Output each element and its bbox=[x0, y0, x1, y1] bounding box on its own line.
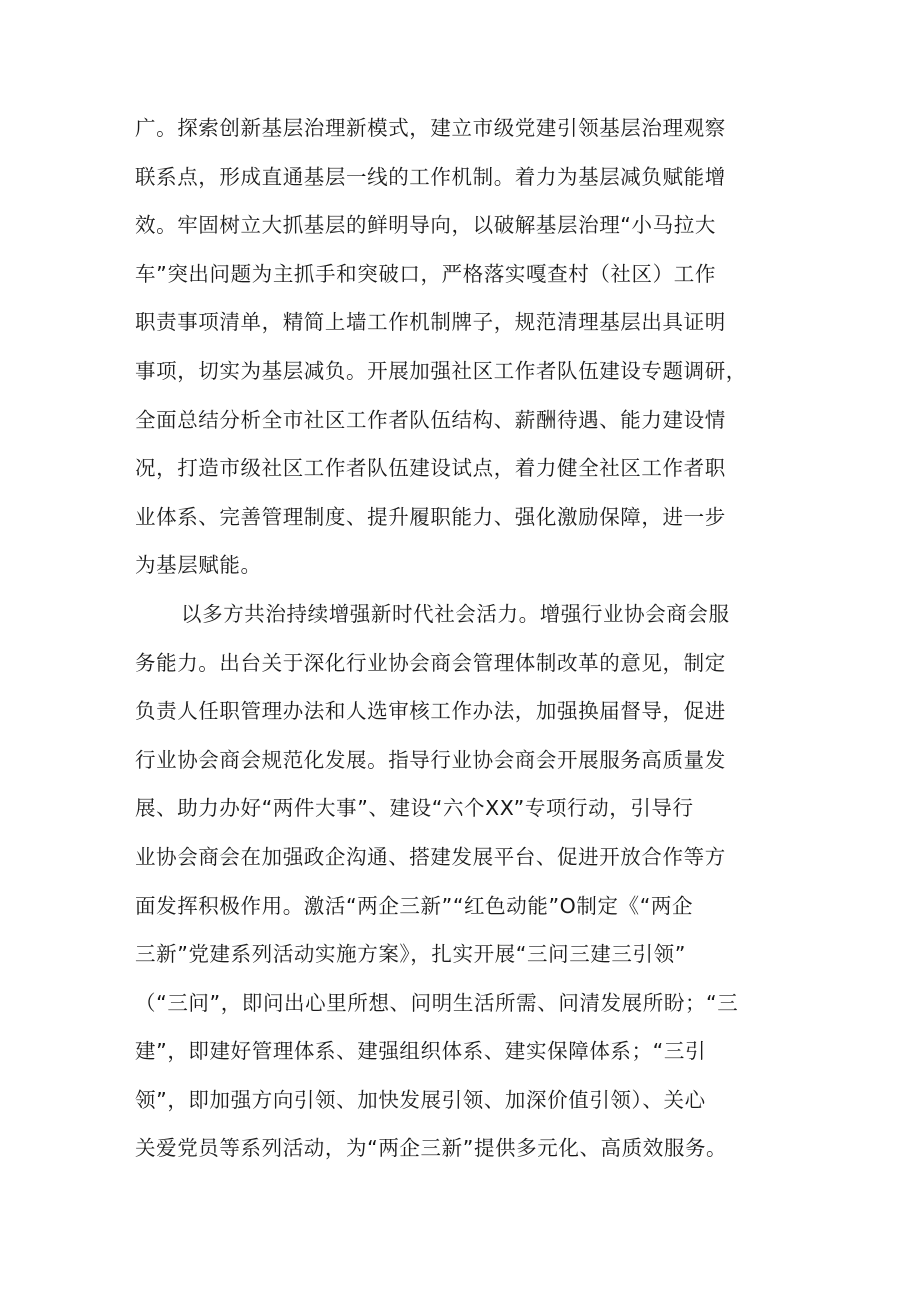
text-line: 业协会商会在加强政企沟通、搭建发展平台、促进开放合作等方 bbox=[135, 844, 726, 869]
paragraph-2 bbox=[135, 590, 795, 1173]
text-line: 全面总结分析全市社区工作者队伍结构、薪酬待遇、能力建设情 bbox=[135, 407, 726, 432]
text-line: 业体系、完善管理制度、提升履职能力、强化激励保障，进一步 bbox=[135, 504, 726, 529]
text-line: 领”，即加强方向引领、加快发展引领、加深价值引领）、关心 bbox=[135, 1087, 706, 1112]
text-line: 事项，切实为基层减负。开展加强社区工作者队伍建设专题调研， bbox=[135, 358, 747, 383]
text-line: 况，打造市级社区工作者队伍建设试点，着力健全社区工作者职 bbox=[135, 456, 726, 481]
text-line: 面发挥积极作用。激活“两企三新”“红色动能”O制定《“两企 bbox=[135, 893, 694, 918]
text-line: 行业协会商会规范化发展。指导行业协会商会开展服务高质量发 bbox=[135, 747, 726, 772]
body-text bbox=[135, 104, 795, 1173]
text-line: 广。探索创新基层治理新模式，建立市级党建引领基层治理观察 bbox=[135, 116, 726, 140]
paragraph-1 bbox=[135, 104, 795, 590]
text-line: 效。牢固树立大抓基层的鲜明导向，以破解基层治理“小马拉大 bbox=[135, 213, 716, 238]
text-line: 车”突出问题为主抓手和突破口，严格落实嘎查村（社区）工作 bbox=[135, 261, 716, 286]
text-line: 务能力。出台关于深化行业协会商会管理体制改革的意见，制定 bbox=[135, 650, 726, 675]
text-line: 以多方共治持续增强新时代社会活力。增强行业协会商会服 bbox=[181, 601, 730, 626]
text-line: （“三问”，即问出心里所想、问明生活所需、问清发展所盼；“三 bbox=[135, 990, 739, 1015]
text-line: 三新”党建系列活动实施方案》，扎实开展“三问三建三引领” bbox=[135, 942, 686, 967]
text-line: 为基层赋能。 bbox=[135, 553, 262, 578]
text-line: 职责事项清单，精简上墙工作机制牌子，规范清理基层出具证明 bbox=[135, 310, 726, 335]
text-line: 联系点，形成直通基层一线的工作机制。着力为基层减负赋能增 bbox=[135, 164, 726, 189]
text-line: 展、助力办好“两件大事”、建设“六个XX”专项行动，引导行 bbox=[135, 796, 694, 821]
text-line: 负责人任职管理办法和人选审核工作办法，加强换届督导，促进 bbox=[135, 699, 726, 724]
text-line: 建”，即建好管理体系、建强组织体系、建实保障体系；“三引 bbox=[135, 1039, 707, 1064]
text-line: 关爱党员等系列活动，为“两企三新”提供多元化、高质效服务。 bbox=[135, 1136, 728, 1161]
